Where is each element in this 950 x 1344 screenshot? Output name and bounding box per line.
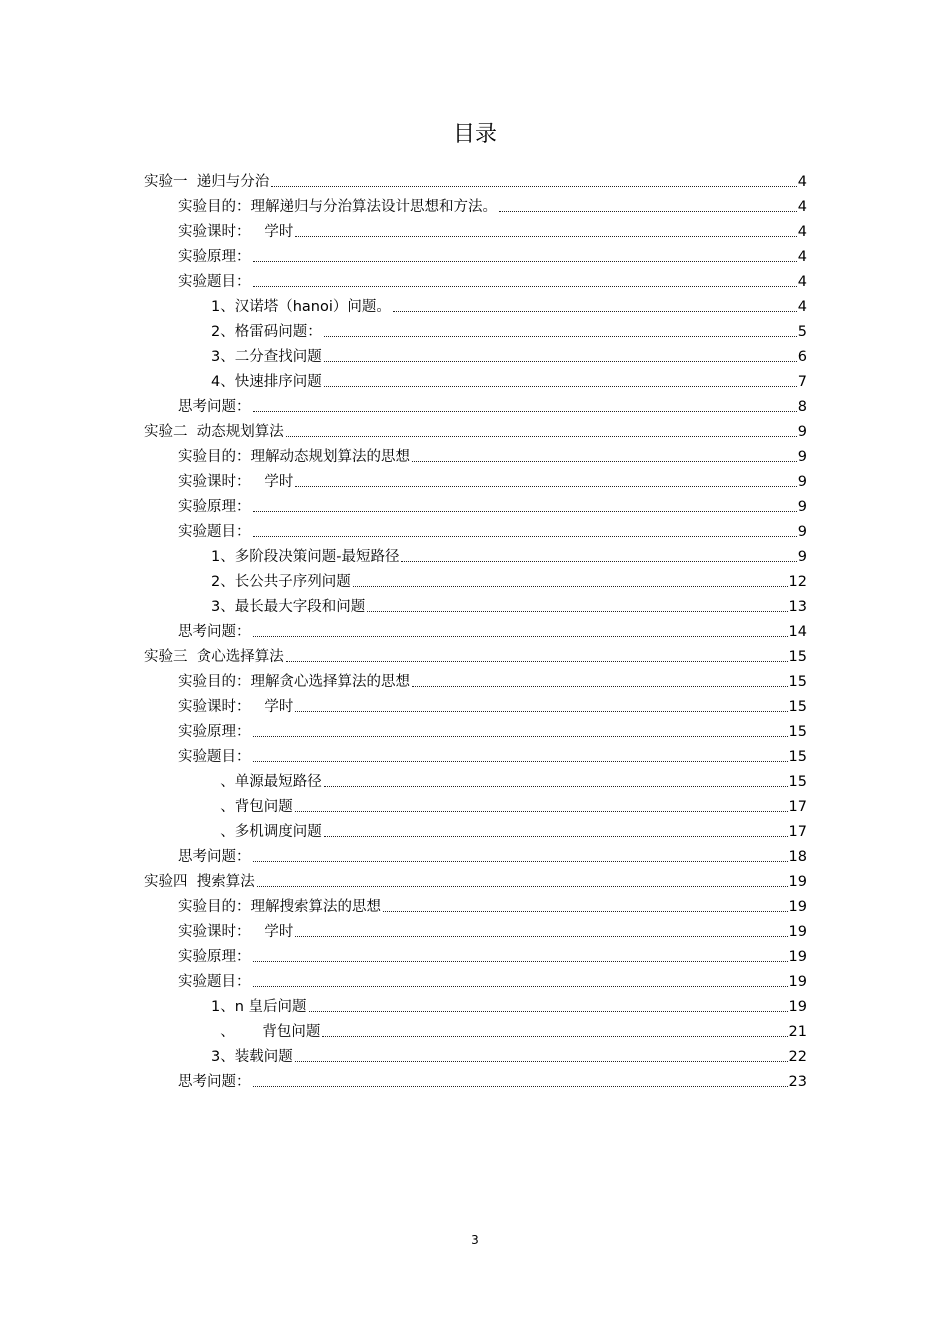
toc-dot-leader xyxy=(271,186,797,187)
toc-entry-page-number: 8 xyxy=(797,399,807,415)
toc-entry-page-number: 19 xyxy=(788,949,807,965)
toc-entry[interactable] xyxy=(144,642,807,667)
toc-entry-label: 实验课时： 学时 xyxy=(178,474,294,490)
toc-dot-leader xyxy=(295,236,796,237)
toc-entry-label: 实验课时： 学时 xyxy=(178,924,294,940)
toc-entry[interactable] xyxy=(211,792,807,817)
toc-entry[interactable] xyxy=(144,167,807,192)
toc-entry-page-number: 15 xyxy=(788,774,807,790)
toc-entry-page-number: 21 xyxy=(788,1024,807,1040)
toc-entry-page-number: 4 xyxy=(797,249,807,265)
toc-dot-leader xyxy=(499,211,797,212)
toc-entry-page-number: 4 xyxy=(797,174,807,190)
toc-entry[interactable] xyxy=(178,217,807,242)
toc-dot-leader xyxy=(412,461,797,462)
toc-entry[interactable] xyxy=(178,717,807,742)
toc-entry[interactable] xyxy=(178,617,807,642)
toc-entry-page-number: 9 xyxy=(797,524,807,540)
toc-entry-page-number: 12 xyxy=(788,574,807,590)
toc-entry-label: 思考问题： xyxy=(178,624,251,640)
toc-entry-label: 实验课时： 学时 xyxy=(178,699,294,715)
toc-entry[interactable] xyxy=(211,567,807,592)
toc-entry-label: 3、二分查找问题 xyxy=(211,349,322,365)
toc-dot-leader xyxy=(253,986,788,987)
toc-entry-label: 1、多阶段决策问题-最短路径 xyxy=(211,549,400,565)
toc-entry[interactable] xyxy=(178,267,807,292)
toc-entry-label: 实验题目： xyxy=(178,749,251,765)
toc-entry-label: 4、快速排序问题 xyxy=(211,374,322,390)
toc-entry[interactable] xyxy=(211,1017,807,1042)
page-title: 目录 xyxy=(452,122,497,147)
toc-entry-page-number: 7 xyxy=(797,374,807,390)
toc-entry-label: 、背包问题 xyxy=(211,799,293,815)
toc-entry[interactable] xyxy=(178,967,807,992)
toc-entry-page-number: 15 xyxy=(788,749,807,765)
toc-dot-leader xyxy=(253,636,788,637)
toc-dot-leader xyxy=(393,311,797,312)
toc-entry-page-number: 5 xyxy=(797,324,807,340)
toc-dot-leader xyxy=(295,711,787,712)
toc-entry-page-number: 6 xyxy=(797,349,807,365)
toc-entry-page-number: 4 xyxy=(797,299,807,315)
toc-entry-label: 实验原理： xyxy=(178,249,251,265)
toc-entry-label: 3、最长最大字段和问题 xyxy=(211,599,366,615)
toc-dot-leader xyxy=(295,1061,788,1062)
toc-entry[interactable] xyxy=(178,242,807,267)
toc-entry-label: 实验目的：理解递归与分治算法设计思想和方法。 xyxy=(178,199,497,215)
toc-entry-label: 1、汉诺塔（hanoi）问题。 xyxy=(211,299,391,315)
toc-entry-page-number: 9 xyxy=(797,499,807,515)
toc-dot-leader xyxy=(324,786,788,787)
toc-dot-leader xyxy=(295,486,796,487)
toc-entry-label: 2、格雷码问题： xyxy=(211,324,322,340)
toc-entry-page-number: 19 xyxy=(788,924,807,940)
toc-entry-label: 、 背包问题 xyxy=(211,1024,321,1040)
toc-entry-label: 实验题目： xyxy=(178,524,251,540)
toc-entry[interactable] xyxy=(178,892,807,917)
toc-entry-page-number: 14 xyxy=(788,624,807,640)
toc-entry-label: 思考问题： xyxy=(178,1074,251,1090)
toc-entry[interactable] xyxy=(211,1042,807,1067)
toc-entry-page-number: 15 xyxy=(788,724,807,740)
toc-dot-leader xyxy=(253,286,797,287)
toc-dot-leader xyxy=(253,961,788,962)
toc-entry-page-number: 22 xyxy=(788,1049,807,1065)
toc-entry-page-number: 19 xyxy=(788,974,807,990)
toc-dot-leader xyxy=(253,536,797,537)
toc-dot-leader xyxy=(257,886,788,887)
toc-dot-leader xyxy=(324,836,788,837)
toc-entry-page-number: 15 xyxy=(788,674,807,690)
toc-entry[interactable] xyxy=(178,392,807,417)
toc-dot-leader xyxy=(253,1086,788,1087)
toc-entry-page-number: 4 xyxy=(797,274,807,290)
toc-dot-leader xyxy=(401,561,796,562)
toc-entry[interactable] xyxy=(178,842,807,867)
toc-entry[interactable] xyxy=(178,442,807,467)
toc-entry-label: 实验一 递归与分治 xyxy=(144,174,270,190)
toc-entry-page-number: 19 xyxy=(788,999,807,1015)
toc-entry[interactable] xyxy=(211,592,807,617)
toc-entry-page-number: 9 xyxy=(797,424,807,440)
toc-entry[interactable] xyxy=(211,767,807,792)
toc-entry-label: 实验二 动态规划算法 xyxy=(144,424,284,440)
toc-entry[interactable] xyxy=(178,692,807,717)
toc-entry[interactable] xyxy=(178,667,807,692)
toc-entry[interactable] xyxy=(178,942,807,967)
toc-dot-leader xyxy=(324,386,797,387)
toc-dot-leader xyxy=(286,436,797,437)
toc-dot-leader xyxy=(322,1036,787,1037)
toc-dot-leader xyxy=(324,336,797,337)
toc-entry[interactable] xyxy=(178,517,807,542)
toc-entry-label: 实验目的：理解搜索算法的思想 xyxy=(178,899,381,915)
toc-entry[interactable] xyxy=(211,342,807,367)
toc-dot-leader xyxy=(253,511,797,512)
toc-entry[interactable] xyxy=(144,867,807,892)
toc-dot-leader xyxy=(412,686,788,687)
toc-dot-leader xyxy=(286,661,788,662)
toc-entry-page-number: 15 xyxy=(788,699,807,715)
page-number: 3 xyxy=(471,1233,479,1247)
toc-entry-page-number: 4 xyxy=(797,199,807,215)
toc-entry-label: 思考问题： xyxy=(178,399,251,415)
toc-entry-page-number: 13 xyxy=(788,599,807,615)
toc-dot-leader xyxy=(353,586,788,587)
toc-entry-label: 、单源最短路径 xyxy=(211,774,322,790)
toc-dot-leader xyxy=(295,811,788,812)
toc-entry-page-number: 19 xyxy=(788,899,807,915)
toc-dot-leader xyxy=(253,411,797,412)
toc-entry[interactable] xyxy=(178,192,807,217)
toc-entry-page-number: 18 xyxy=(788,849,807,865)
toc-entry-label: 实验题目： xyxy=(178,974,251,990)
toc-entry-label: 实验原理： xyxy=(178,499,251,515)
toc-entry-label: 实验目的：理解动态规划算法的思想 xyxy=(178,449,410,465)
toc-entry-page-number: 19 xyxy=(788,874,807,890)
toc-entry-label: 、多机调度问题 xyxy=(211,824,322,840)
toc-dot-leader xyxy=(253,761,788,762)
toc-entry-label: 实验三 贪心选择算法 xyxy=(144,649,284,665)
toc-entry-page-number: 17 xyxy=(788,799,807,815)
toc-entry[interactable] xyxy=(211,542,807,567)
toc-entry-label: 实验原理： xyxy=(178,724,251,740)
toc-entry-label: 实验课时： 学时 xyxy=(178,224,294,240)
toc-entry-page-number: 17 xyxy=(788,824,807,840)
toc-dot-leader xyxy=(367,611,787,612)
toc-entry-label: 实验目的：理解贪心选择算法的思想 xyxy=(178,674,410,690)
toc-entry-page-number: 15 xyxy=(788,649,807,665)
toc-entry-label: 3、装载问题 xyxy=(211,1049,293,1065)
toc-dot-leader xyxy=(324,361,797,362)
toc-entry[interactable] xyxy=(211,292,807,317)
toc-entry-label: 2、长公共子序列问题 xyxy=(211,574,351,590)
toc-dot-leader xyxy=(383,911,788,912)
toc-entry[interactable] xyxy=(178,492,807,517)
toc-dot-leader xyxy=(295,936,787,937)
toc-entry-label: 实验原理： xyxy=(178,949,251,965)
toc-entry-label: 思考问题： xyxy=(178,849,251,865)
toc-entry[interactable] xyxy=(211,317,807,342)
toc-entry-page-number: 23 xyxy=(788,1074,807,1090)
toc-dot-leader xyxy=(309,1011,788,1012)
toc-entry-label: 1、n 皇后问题 xyxy=(211,999,307,1015)
toc-entry-page-number: 9 xyxy=(797,549,807,565)
toc-entry-label: 实验题目： xyxy=(178,274,251,290)
toc-entry-page-number: 4 xyxy=(797,224,807,240)
toc-dot-leader xyxy=(253,736,788,737)
toc-entry[interactable] xyxy=(178,742,807,767)
toc-dot-leader xyxy=(253,861,788,862)
toc-entry[interactable] xyxy=(144,417,807,442)
toc-entry-page-number: 9 xyxy=(797,474,807,490)
toc-entry[interactable] xyxy=(178,1067,807,1092)
toc-entry[interactable] xyxy=(178,917,807,942)
toc-entry[interactable] xyxy=(178,467,807,492)
toc-entry-page-number: 9 xyxy=(797,449,807,465)
toc-entry[interactable] xyxy=(211,992,807,1017)
toc-entry-label: 实验四 搜索算法 xyxy=(144,874,255,890)
toc-dot-leader xyxy=(253,261,797,262)
toc-entry[interactable] xyxy=(211,817,807,842)
toc-entry[interactable] xyxy=(211,367,807,392)
